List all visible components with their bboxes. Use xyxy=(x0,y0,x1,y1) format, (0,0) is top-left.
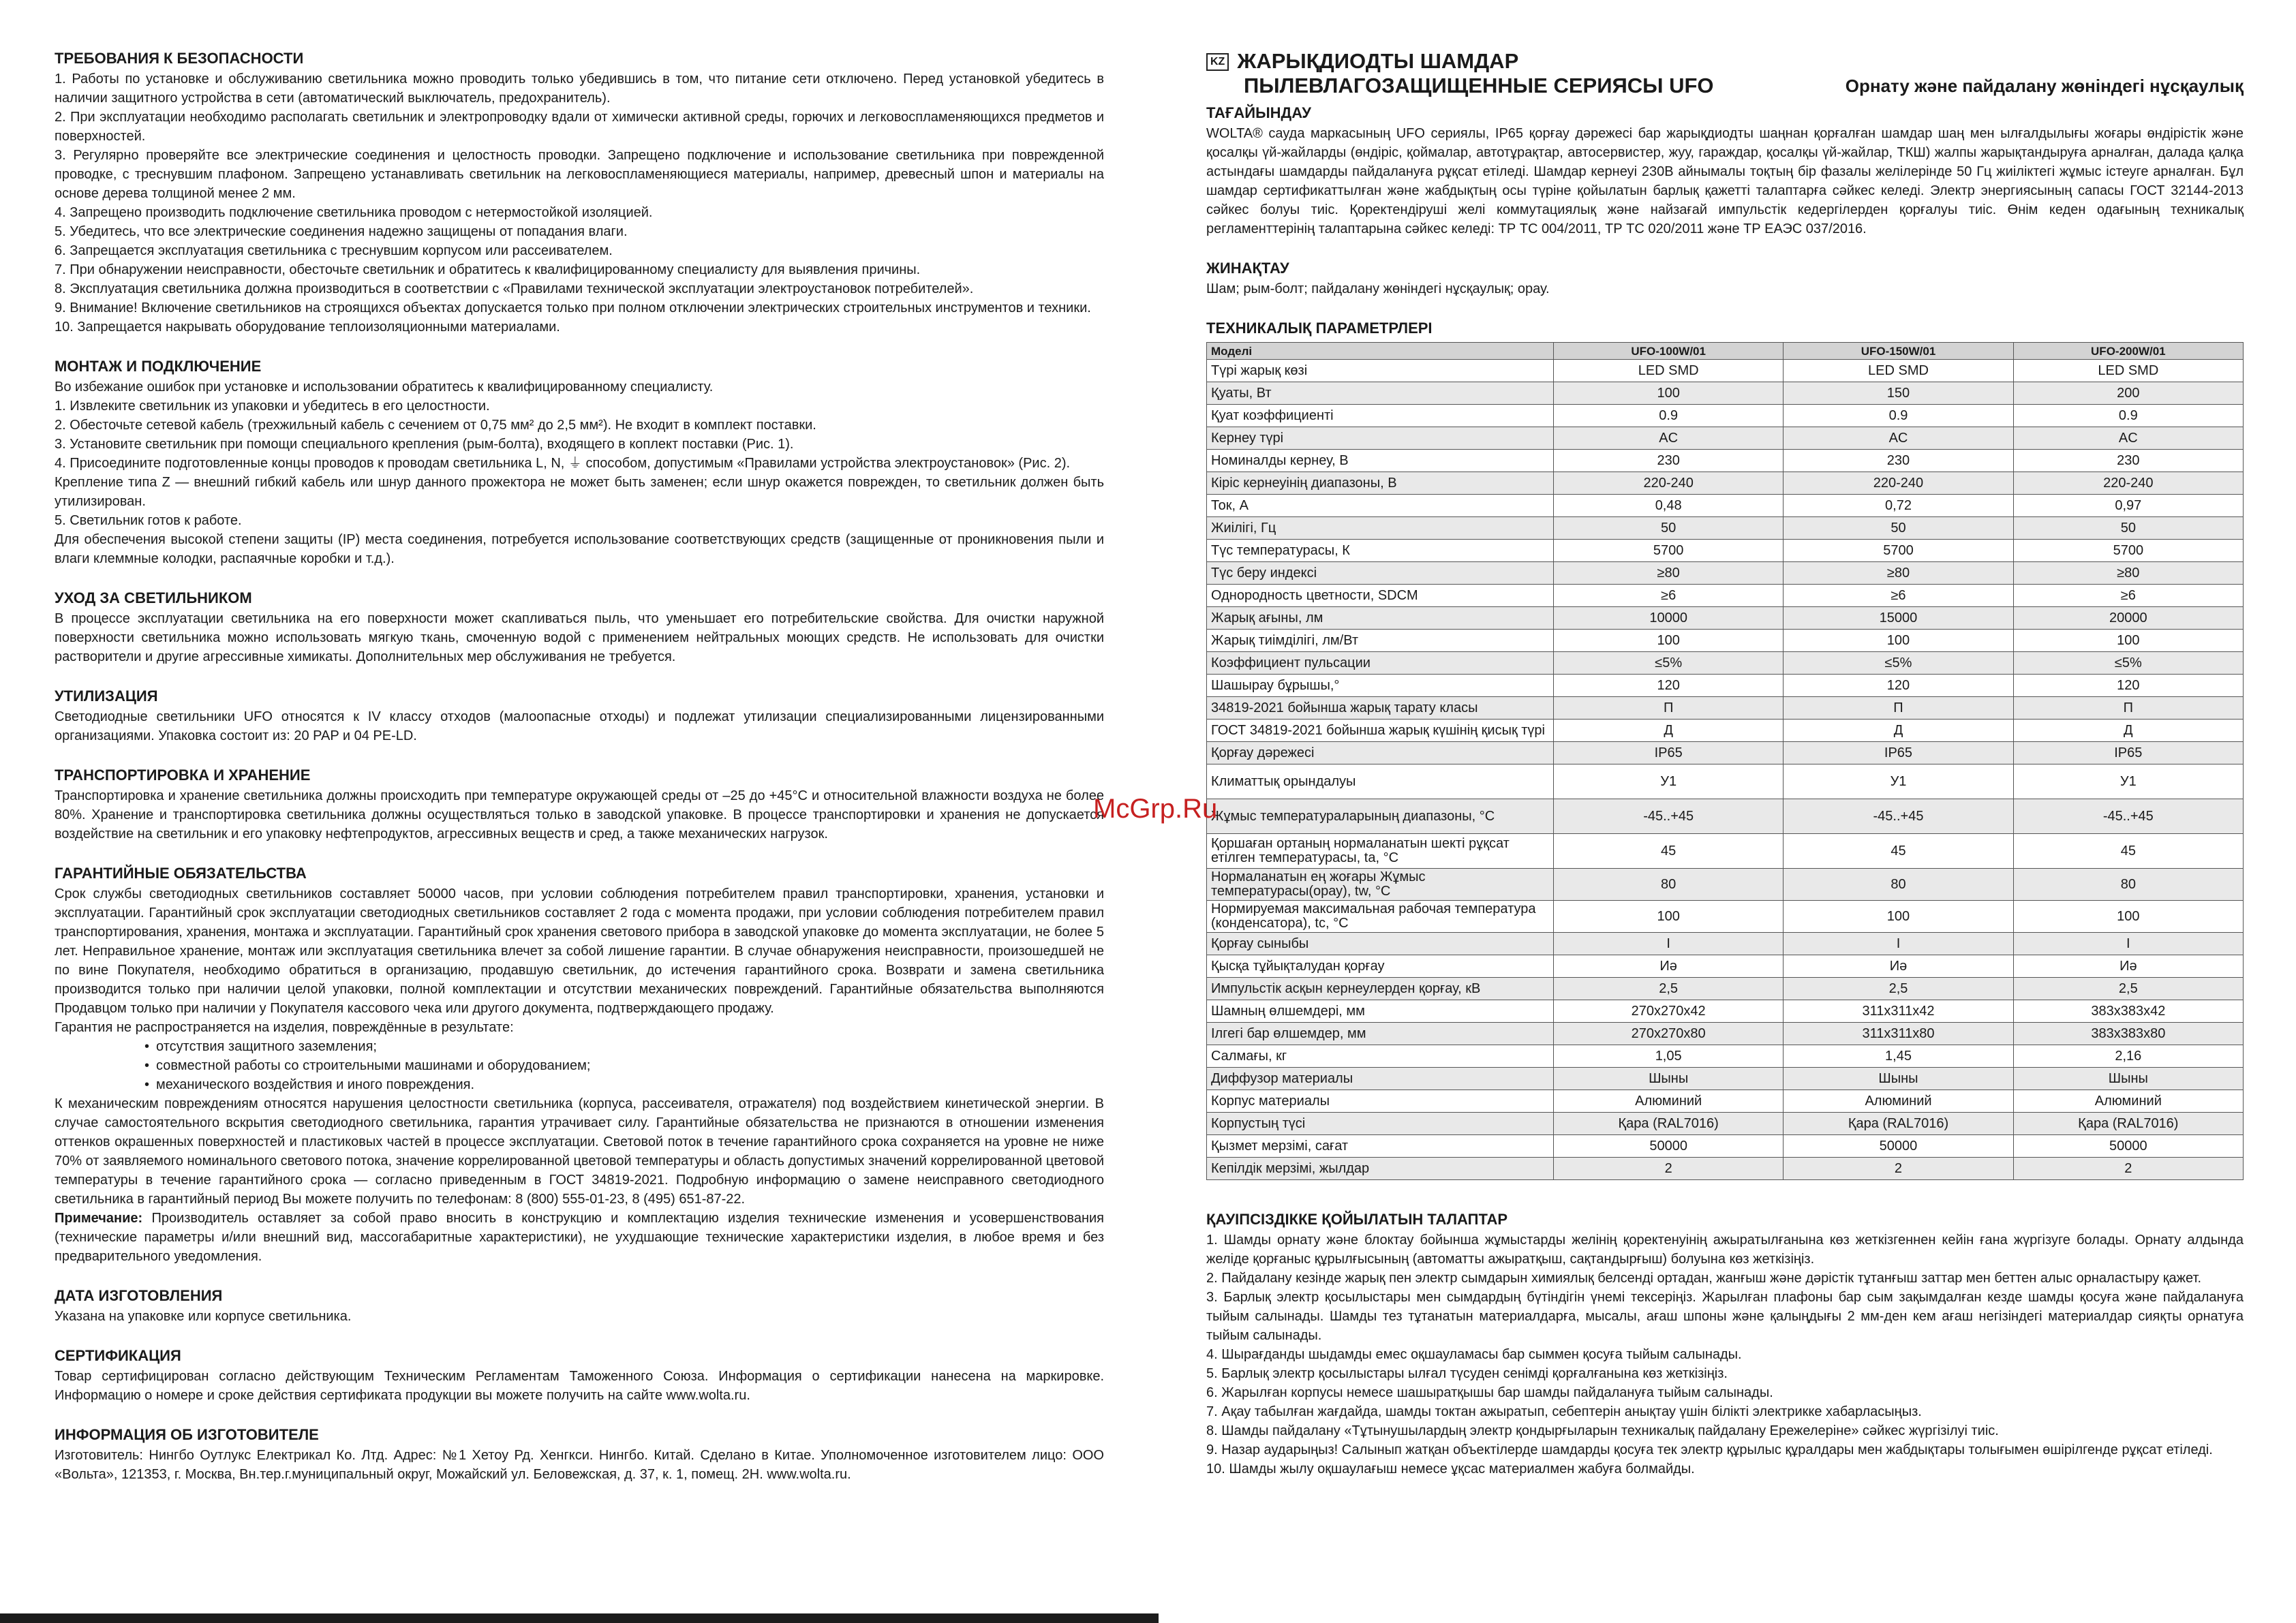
kz-purpose-section xyxy=(1206,104,2244,238)
param-value-cell: I xyxy=(1784,933,2013,955)
note-text: Производитель оставляет за собой право вносить в конструкцию и комплектацию изделия технические изменения и усовершенствования (технические параметры и/или внешний вид, массогабаритные характеристики), не ухудшающие технические характеристики изделия, в любое время и без предварительного уведомления. xyxy=(55,1211,1104,1264)
param-value-cell: 100 xyxy=(1784,630,2013,652)
param-value-cell: 45 xyxy=(1554,834,1784,869)
table-row xyxy=(1207,1158,2244,1180)
param-value-cell: Қара (RAL7016) xyxy=(2013,1113,2243,1135)
param-name-cell: Шамның өлшемдері, мм xyxy=(1207,1000,1554,1023)
param-value-cell: Қара (RAL7016) xyxy=(1784,1113,2013,1135)
param-value-cell: 80 xyxy=(1784,869,2013,901)
param-value-cell: 100 xyxy=(1554,901,1784,933)
param-value-cell: 0,97 xyxy=(2013,495,2243,517)
watermark: McGrp.Ru xyxy=(1093,794,1218,824)
table-row xyxy=(1207,450,2244,472)
table-row xyxy=(1207,933,2244,955)
param-value-cell: 383х383х80 xyxy=(2013,1023,2243,1045)
param-value-cell: 2 xyxy=(2013,1158,2243,1180)
param-value-cell: 0.9 xyxy=(1554,405,1784,427)
param-value-cell: 2,5 xyxy=(1554,978,1784,1000)
param-value-cell: 230 xyxy=(1784,450,2013,472)
param-name-cell: Жарық тиімділігі, лм/Вт xyxy=(1207,630,1554,652)
paragraph: 1. Извлеките светильник из упаковки и убедитесь в его целостности. xyxy=(55,399,490,414)
param-value-cell: 0,72 xyxy=(1784,495,2013,517)
param-name-cell: Қоршаған ортаның нормаланатын шекті рұқсат етілген температурасы, ta, °С xyxy=(1207,834,1554,869)
section-heading: ТРЕБОВАНИЯ К БЕЗОПАСНОСТИ xyxy=(55,50,304,67)
paragraph: Указана на упаковке или корпусе светильника. xyxy=(55,1309,352,1324)
param-value-cell: 220-240 xyxy=(2013,472,2243,495)
kazakh-column xyxy=(1206,49,2244,1499)
param-value-cell: 15000 xyxy=(1784,607,2013,630)
ru-warranty-details: К механическим повреждениям относятся нарушения целостности светильника (корпуса, рассеивателя, отражателя) под воздействием кинетической энергии. В случае самостоятельного вскрытия светодиодного светильника, гарантия утрачивает силу. Гарантийные обязательства не признаются в отношении изменения оттенков окрашенных поверхностей и пластиковых частей в процессе эксплуатации. Световой поток в течение гарантийного срока сохраняется на уровне не ниже 70% от заявляемого номинального светового потока, значение коррелированной цветовой температуры и область допустимых значений коррелированной цветовой температуры в течение гарантийного срока — согласно приведенным в ГОСТ 34819-2021. Подробную информацию о замене неисправного светодиодного светильника в гарантийный период Вы можете получить по телефонам: 8 (800) 555-01-23, 8 (495) 651-87-22. xyxy=(55,1096,1104,1207)
paragraph: Товар сертифицирован согласно действующим Техническим Регламентам Таможенного Союза. Информация о сертификации нанесена на маркировке. Информацию о номере и сроке действия сертификата продукции вы можете получить на сайте www.wolta.ru. xyxy=(55,1369,1104,1403)
param-value-cell: 100 xyxy=(1784,901,2013,933)
param-value-cell: I xyxy=(2013,933,2243,955)
table-row xyxy=(1207,517,2244,540)
param-value-cell: Алюминий xyxy=(2013,1090,2243,1113)
paragraph: 3. Установите светильник при помощи специального крепления (рым-болта), входящего в коплект поставки (Рис. 1). xyxy=(55,437,794,452)
list-item: • механического воздействия и иного повреждения. xyxy=(144,1075,1104,1094)
param-value-cell: 50000 xyxy=(2013,1135,2243,1158)
param-value-cell: AC xyxy=(1554,427,1784,450)
table-row xyxy=(1207,472,2244,495)
param-value-cell: 311х311х80 xyxy=(1784,1023,2013,1045)
param-value-cell: 120 xyxy=(1784,675,2013,697)
param-value-cell: 0.9 xyxy=(1784,405,2013,427)
param-value-cell: 230 xyxy=(1554,450,1784,472)
list-item: 7. Ақау табылған жағдайда, шамды токтан ажыратып, себептерін анықтау үшін білікті электрикке хабарласыңыз. xyxy=(1206,1404,1922,1419)
ru-warranty-exclusions: Гарантия не распространяется на изделия, повреждённые в результате: xyxy=(55,1020,514,1035)
ru-warranty-text: Срок службы светодиодных светильников составляет 50000 часов, при условии соблюдения потребителем правил транспортировки, хранения, установки и эксплуатации. Гарантийный срок эксплуатации светодиодных светильников составляет 2 года с момента продажи, при условии соблюдения потребителем правил транспортирования, хранения, монтажа и эксплуатации. Гарантийный срок хранения светового прибора в заводской упаковке до момента эксплуатации, не более 5 лет. Неправильное хранение, монтаж или эксплуатация светильника влечет за собой лишение гарантии. В случае обнаружения неисправности, произошедшей не по вине Покупателя, необходимо обратиться в организацию, продавшую светильник, до истечения гарантийного срока. Возврати и замена светильника производится только при наличии целой упаковки, полной комплектации и отсутствии механических повреждений. Гарантийные обязательства выполняются Продавцом только при наличии у Покупателя кассового чека или другого документа, подтверждающего продажу. xyxy=(55,886,1104,1016)
param-value-cell: 150 xyxy=(1784,382,2013,405)
paragraph: 5. Убедитесь, что все электрические соединения надежно защищены от попадания влаги. xyxy=(55,224,628,239)
russian-column xyxy=(55,49,1104,1504)
ru-tail-sections xyxy=(55,1286,1104,1484)
paragraph: Для обеспечения высокой степени защиты (IP) места соединения, потребуется использование соответствующих средств (защищенные от проникновения пыли и влаги клеммные колодки, распаячные коробки и т.д.). xyxy=(55,532,1104,566)
ru-warranty-heading: ГАРАНТИЙНЫЕ ОБЯЗАТЕЛЬСТВА xyxy=(55,865,307,882)
list-item: 3. Барлық электр қосылыстары мен сымдардың бүтіндігін үнемі тексеріңіз. Жарылған плафоны бар сым зақымдалған кезде шамды қосуға және пайдалануға тыйым салынады. Шамды тез тұтанатын материалдарға, мысалы, ағаш шпоны және қалыңдығы 2 мм-ден кем ағаш негізіндегі материалдар сияқты орнатуға тыйым салынады. xyxy=(1206,1290,2244,1343)
kz-kit-section xyxy=(1206,259,2244,298)
column-header: UFO-200W/01 xyxy=(2013,343,2243,360)
table-row xyxy=(1207,405,2244,427)
param-value-cell: 2 xyxy=(1554,1158,1784,1180)
param-value-cell: ≥6 xyxy=(2013,585,2243,607)
param-value-cell: 5700 xyxy=(1784,540,2013,562)
paragraph: Крепление типа Z — внешний гибкий кабель или шнур данного прожектора не может быть заменен; если шнур окажется поврежден, то светильник должен быть утилизирован. xyxy=(55,475,1104,509)
param-value-cell: 120 xyxy=(2013,675,2243,697)
table-row xyxy=(1207,1023,2244,1045)
param-value-cell: IP65 xyxy=(2013,742,2243,764)
param-value-cell: 50000 xyxy=(1554,1135,1784,1158)
table-row xyxy=(1207,607,2244,630)
param-value-cell: 2 xyxy=(1784,1158,2013,1180)
paragraph: 7. При обнаружении неисправности, обесточьте светильник и обратитесь к квалифицированному специалисту для выявления причины. xyxy=(55,262,921,277)
param-name-cell: 34819-2021 бойынша жарық тарату класы xyxy=(1207,697,1554,720)
param-value-cell: 100 xyxy=(1554,630,1784,652)
param-value-cell: П xyxy=(2013,697,2243,720)
kz-safety-heading: ҚАУІПСІЗДІККЕ ҚОЙЫЛАТЫН ТАЛАПТАР xyxy=(1206,1211,1508,1228)
param-value-cell: 220-240 xyxy=(1784,472,2013,495)
table-row xyxy=(1207,630,2244,652)
bottom-edge-bar xyxy=(0,1613,1159,1623)
param-value-cell: Д xyxy=(1554,720,1784,742)
section-heading: ИНФОРМАЦИЯ ОБ ИЗГОТОВИТЕЛЕ xyxy=(55,1426,319,1443)
section-heading: ДАТА ИЗГОТОВЛЕНИЯ xyxy=(55,1287,223,1304)
param-value-cell: 100 xyxy=(1554,382,1784,405)
ru-section xyxy=(55,357,1104,568)
table-row xyxy=(1207,540,2244,562)
param-value-cell: 50 xyxy=(1784,517,2013,540)
section-heading: ТРАНСПОРТИРОВКА И ХРАНЕНИЕ xyxy=(55,767,311,784)
ru-sections xyxy=(55,49,1104,844)
table-row xyxy=(1207,1000,2244,1023)
paragraph: Во избежание ошибок при установке и использовании обратитесь к квалифицированному специалисту. xyxy=(55,380,714,395)
table-row xyxy=(1207,1113,2244,1135)
list-item: 5. Барлық электр қосылыстары ылғал түсуден сенімді қорғалғанына көз жеткізіңіз. xyxy=(1206,1366,1728,1381)
ru-section xyxy=(55,766,1104,844)
list-item: 2. Пайдалану кезінде жарық пен электр сымдарын химиялық белсенді ортадан, жанғыш және дәрістік тұтанғыш заттар мен беттен алыс орналастыру қажет. xyxy=(1206,1271,2202,1286)
param-value-cell: Шыны xyxy=(1784,1068,2013,1090)
list-item: 4. Шырағданды шыдамды емес оқшауламасы бар сыммен қосуға тыйым салынады. xyxy=(1206,1347,1742,1362)
ru-section xyxy=(55,589,1104,666)
doc-title-line1: ЖАРЫҚДИОДТЫ ШАМДАР xyxy=(1237,49,1519,73)
ru-warranty-note xyxy=(55,1209,1104,1266)
param-value-cell: 45 xyxy=(2013,834,2243,869)
param-value-cell: У1 xyxy=(1784,764,2013,799)
kz-kit-text: Шам; рым-болт; пайдалану жөніндегі нұсқаулық; орау. xyxy=(1206,281,1550,296)
param-value-cell: Шыны xyxy=(2013,1068,2243,1090)
paragraph: 10. Запрещается накрывать оборудование теплоизоляционными материалами. xyxy=(55,320,560,335)
list-item: 6. Жарылған корпусы немесе шашыратқышы бар шамды пайдалануға тыйым салынады. xyxy=(1206,1385,1773,1400)
param-value-cell: Д xyxy=(1784,720,2013,742)
kz-safety-section xyxy=(1206,1210,2244,1479)
param-value-cell: LED SMD xyxy=(2013,360,2243,382)
param-value-cell: 383х383х42 xyxy=(2013,1000,2243,1023)
paragraph: 1. Работы по установке и обслуживанию светильника можно проводить только убедившись в том, что питание сети отключено. Перед установкой убедитесь в наличии защитного устройства в сети (автоматический выключатель, предохранитель). xyxy=(55,72,1104,106)
doc-subtitle: Орнату және пайдалану жөніндегі нұсқаулық xyxy=(1845,76,2244,96)
param-value-cell: AC xyxy=(2013,427,2243,450)
note-label: Примечание: xyxy=(55,1211,143,1226)
section-heading: МОНТАЖ И ПОДКЛЮЧЕНИЕ xyxy=(55,358,262,375)
ru-section xyxy=(55,1286,1104,1326)
param-value-cell: ≥6 xyxy=(1784,585,2013,607)
param-name-cell: Қысқа тұйықталудан қорғау xyxy=(1207,955,1554,978)
param-name-cell: Импульстік асқын кернеулерден қорғау, кВ xyxy=(1207,978,1554,1000)
table-row xyxy=(1207,764,2244,799)
param-value-cell: LED SMD xyxy=(1554,360,1784,382)
param-value-cell: Алюминий xyxy=(1784,1090,2013,1113)
paragraph: Транспортировка и хранение светильника должны происходить при температуре окружающей среды от –25 до +45°С и относительной влажности воздуха не более 80%. Хранение и транспортировка светильника должны осуществляться только в заводской упаковке. В процессе транспортировки и хранения не допускается воздействие на светильник и его упаковку нефтепродуктов, агрессивных веществ и сред, а также механических нагрузок. xyxy=(55,788,1104,841)
param-value-cell: 270х270х80 xyxy=(1554,1023,1784,1045)
list-item: 8. Шамды пайдалану «Тұтынушылардың электр қондырғыларын техникалық пайдалану Ережелеріне» сәйкес жүргізілуі тиіс. xyxy=(1206,1423,1999,1438)
table-row xyxy=(1207,360,2244,382)
param-value-cell: I xyxy=(1554,933,1784,955)
kz-purpose-text: WOLTA® сауда маркасының UFO сериялы, IP65 қорғау дәрежесі бар жарықдиодты шаңнан қорғалған шамдар шаң мен ылғалдылығы жоғары өндірістік және қосалқы үй-жайларды (өндіріс, қоймалар, автотұрақтар, автосервистер, жуу, гараждар, қосалқы үй-жайлар, ТКШ) жалпы жарықтандыруға арналған, далада қалқа астындағы шамдарды пайдалануға рұқсат етіледі. Шамдар кернеуі 230В айнымалы тоқтың бір фазалы желілерінде 50 Гц жиіліктегі жұмыс істеуге арналған. Бұл шамдар сертификаттылған және жабдықтың осы түріне қойылатын барлық қажетті талаптарға сәйкес келеді. Электр энергиясының сапасы ГОСТ 32144-2013 сәйкес болуы тиіс. Қоректендіруші желі коммутациялық және найзағай импульстік кедергілерден қорғалуы тиіс. Өнім кеден одағының техникалық регламенттерінің талаптарына сәйкес келеді: ТР ТС 004/2011, ТР ТС 020/2011 және ТР ЕАЭС 037/2016. xyxy=(1206,126,2244,236)
param-value-cell: П xyxy=(1554,697,1784,720)
paragraph: 9. Внимание! Включение светильников на строящихся объектах допускается только при полном отключении электрических строительных инструментов и техники. xyxy=(55,300,1091,315)
param-name-cell: Ілгегі бар өлшемдер, мм xyxy=(1207,1023,1554,1045)
param-value-cell: 2,16 xyxy=(2013,1045,2243,1068)
section-heading: УХОД ЗА СВЕТИЛЬНИКОМ xyxy=(55,589,252,606)
table-row xyxy=(1207,495,2244,517)
param-value-cell: Шыны xyxy=(1554,1068,1784,1090)
param-name-cell: Жұмыс температураларының диапазоны, °С xyxy=(1207,799,1554,834)
param-name-cell: Кепілдік мерзімі, жылдар xyxy=(1207,1158,1554,1180)
param-value-cell: 20000 xyxy=(2013,607,2243,630)
ru-section xyxy=(55,1346,1104,1405)
param-value-cell: ≤5% xyxy=(2013,652,2243,675)
table-row xyxy=(1207,901,2244,933)
column-header: Моделі xyxy=(1207,343,1554,360)
paragraph: 5. Светильник готов к работе. xyxy=(55,513,242,528)
param-name-cell: Нормаланатын ең жоғары Жұмыс температурасы(орау), tw, °С xyxy=(1207,869,1554,901)
param-name-cell: Климаттық орындалуы xyxy=(1207,764,1554,799)
ru-warranty-bullets xyxy=(55,1037,1104,1094)
table-row xyxy=(1207,382,2244,405)
kz-purpose-heading: ТАҒАЙЫНДАУ xyxy=(1206,104,1311,121)
param-name-cell: Шашырау бұрышы,° xyxy=(1207,675,1554,697)
table-row xyxy=(1207,697,2244,720)
kz-kit-heading: ЖИНАҚТАУ xyxy=(1206,260,1289,277)
param-value-cell: 80 xyxy=(1554,869,1784,901)
param-value-cell: IP65 xyxy=(1784,742,2013,764)
param-value-cell: 50 xyxy=(1554,517,1784,540)
param-value-cell: 230 xyxy=(2013,450,2243,472)
param-name-cell: Ток, А xyxy=(1207,495,1554,517)
table-row xyxy=(1207,799,2244,834)
table-row xyxy=(1207,562,2244,585)
kz-title-block xyxy=(1206,49,1714,98)
param-value-cell: 270х270х42 xyxy=(1554,1000,1784,1023)
param-value-cell: 2,5 xyxy=(1784,978,2013,1000)
column-header: UFO-150W/01 xyxy=(1784,343,2013,360)
param-value-cell: 100 xyxy=(2013,630,2243,652)
param-value-cell: ≥6 xyxy=(1554,585,1784,607)
param-value-cell: ≤5% xyxy=(1554,652,1784,675)
table-row xyxy=(1207,675,2244,697)
param-value-cell: 10000 xyxy=(1554,607,1784,630)
table-row xyxy=(1207,1045,2244,1068)
param-name-cell: Нормируемая максимальная рабочая температура (конденсатора), tc, °С xyxy=(1207,901,1554,933)
table-row xyxy=(1207,585,2244,607)
paragraph: В процессе эксплуатации светильника на его поверхности может скапливаться пыль, что уменьшает его потребительские свойства. Для очистки наружной поверхности светильника можно использовать мягкую ткань, смоченную водой с применением нейтральных моющих средств. Не использовать для очистки растворители и другие агрессивные химикаты. Дополнительных мер обслуживания не требуется. xyxy=(55,611,1104,664)
param-name-cell: Кернеу түрі xyxy=(1207,427,1554,450)
table-row xyxy=(1207,742,2244,764)
param-value-cell: 50000 xyxy=(1784,1135,2013,1158)
param-name-cell: Қорғау дәрежесі xyxy=(1207,742,1554,764)
param-value-cell: 2,5 xyxy=(2013,978,2243,1000)
param-value-cell: 50 xyxy=(2013,517,2243,540)
param-value-cell: У1 xyxy=(2013,764,2243,799)
list-item: 9. Назар аударыңыз! Салынып жатқан объектілерде шамдарды қосуға тек электр құрылыс құралдары мен жабдықтары толығымен өшірілгенде рұқсат етіледі. xyxy=(1206,1442,2213,1457)
paragraph: 2. Обесточьте сетевой кабель (трехжильный кабель с сечением от 0,75 мм² до 2,5 мм²). Не входит в комплект поставки. xyxy=(55,418,816,433)
table-row xyxy=(1207,652,2244,675)
table-row xyxy=(1207,869,2244,901)
paragraph: 6. Запрещается эксплуатация светильника с треснувшим корпусом или рассеивателем. xyxy=(55,243,613,258)
param-name-cell: Қорғау сыныбы xyxy=(1207,933,1554,955)
param-name-cell: Түс температурасы, К xyxy=(1207,540,1554,562)
param-name-cell: Жарық ағыны, лм xyxy=(1207,607,1554,630)
param-value-cell: AC xyxy=(1784,427,2013,450)
param-name-cell: Диффузор материалы xyxy=(1207,1068,1554,1090)
param-value-cell: 220-240 xyxy=(1554,472,1784,495)
param-value-cell: 100 xyxy=(2013,901,2243,933)
param-value-cell: Қара (RAL7016) xyxy=(1554,1113,1784,1135)
param-value-cell: 5700 xyxy=(2013,540,2243,562)
section-heading: УТИЛИЗАЦИЯ xyxy=(55,687,158,705)
param-value-cell: 1,05 xyxy=(1554,1045,1784,1068)
param-value-cell: IP65 xyxy=(1554,742,1784,764)
param-value-cell: Д xyxy=(2013,720,2243,742)
table-row xyxy=(1207,1135,2244,1158)
ru-warranty-section xyxy=(55,864,1104,1266)
param-value-cell: У1 xyxy=(1554,764,1784,799)
paragraph: 4. Запрещено производить подключение светильника проводом с нетермостойкой изоляцией. xyxy=(55,205,653,220)
param-name-cell: Салмағы, кг xyxy=(1207,1045,1554,1068)
param-value-cell: ≥80 xyxy=(1784,562,2013,585)
ru-section xyxy=(55,687,1104,745)
param-name-cell: Корпустың түсі xyxy=(1207,1113,1554,1135)
table-row xyxy=(1207,1090,2244,1113)
table-row xyxy=(1207,720,2244,742)
param-name-cell: Қызмет мерзімі, сағат xyxy=(1207,1135,1554,1158)
param-value-cell: 0,48 xyxy=(1554,495,1784,517)
param-value-cell: 1,45 xyxy=(1784,1045,2013,1068)
table-row xyxy=(1207,427,2244,450)
param-value-cell: 5700 xyxy=(1554,540,1784,562)
paragraph: 4. Присоедините подготовленные концы проводов к проводам светильника L, N, ⏚ способом, допустимым «Правилами устройства электроустановок» (Рис. 2). xyxy=(55,456,1071,471)
paragraph: 2. При эксплуатации необходимо располагать светильник и электропроводку вдали от химически активной среды, горючих и легковоспламеняющихся предметов и поверхностей. xyxy=(55,110,1104,144)
param-name-cell: Түрі жарық көзі xyxy=(1207,360,1554,382)
param-name-cell: Қуат коэффициенті xyxy=(1207,405,1554,427)
param-value-cell: ≤5% xyxy=(1784,652,2013,675)
table-row xyxy=(1207,955,2244,978)
param-value-cell: -45..+45 xyxy=(2013,799,2243,834)
param-name-cell: Жиілігі, Гц xyxy=(1207,517,1554,540)
param-value-cell: 0.9 xyxy=(2013,405,2243,427)
param-name-cell: Түс беру индексі xyxy=(1207,562,1554,585)
list-item: • совместной работы со строительными машинами и оборудованием; xyxy=(144,1056,1104,1075)
param-name-cell: Қуаты, Вт xyxy=(1207,382,1554,405)
param-value-cell: 120 xyxy=(1554,675,1784,697)
kz-specs-section xyxy=(1206,319,2244,1180)
table-row xyxy=(1207,1068,2244,1090)
doc-title-line2: ПЫЛЕВЛАГОЗАЩИЩЕННЫЕ СЕРИЯСЫ UFO xyxy=(1244,74,1714,97)
param-value-cell: 80 xyxy=(2013,869,2243,901)
param-value-cell: 45 xyxy=(1784,834,2013,869)
param-value-cell: Алюминий xyxy=(1554,1090,1784,1113)
kz-safety-list xyxy=(1206,1231,2244,1479)
table-header-row xyxy=(1207,343,2244,360)
language-badge: KZ xyxy=(1206,53,1229,71)
param-value-cell: Иә xyxy=(1554,955,1784,978)
param-value-cell: Иә xyxy=(2013,955,2243,978)
param-value-cell: -45..+45 xyxy=(1554,799,1784,834)
param-value-cell: П xyxy=(1784,697,2013,720)
table-row xyxy=(1207,978,2244,1000)
ru-section xyxy=(55,49,1104,337)
paragraph: 8. Эксплуатация светильника должна производиться в соответствии с «Правилами технической эксплуатации электроустановок потребителей». xyxy=(55,281,974,296)
param-value-cell: ≥80 xyxy=(1554,562,1784,585)
param-name-cell: Однородность цветности, SDCM xyxy=(1207,585,1554,607)
kz-specs-heading: ТЕХНИКАЛЫҚ ПАРАМЕТРЛЕРІ xyxy=(1206,320,1433,337)
list-item: • отсутствия защитного заземления; xyxy=(144,1037,1104,1056)
param-value-cell: 200 xyxy=(2013,382,2243,405)
ru-section xyxy=(55,1425,1104,1484)
param-value-cell: LED SMD xyxy=(1784,360,2013,382)
kz-header xyxy=(1206,49,2244,98)
paragraph: Светодиодные светильники UFO относятся к IV классу отходов (малоопасные отходы) и подлежат утилизации специализированными лицензированными организациями. Упаковка состоит из: 20 PAP и 04 PE-LD. xyxy=(55,709,1104,743)
paragraph: 3. Регулярно проверяйте все электрические соединения и целостность проводки. Запрещено подключение и использование светильника при поврежденной проводке, с треснувшим плафоном. Запрещено устанавливать светильник на легковоспламеняющиеся материалы, например, древесный шпон и материалы на основе дерева толщиной менее 2 мм. xyxy=(55,148,1104,201)
table-row xyxy=(1207,834,2244,869)
spec-table xyxy=(1206,342,2244,1180)
param-name-cell: Номиналды кернеу, В xyxy=(1207,450,1554,472)
param-name-cell: Кіріс кернеуінің диапазоны, В xyxy=(1207,472,1554,495)
list-item: 10. Шамды жылу оқшаулағыш немесе ұқсас материалмен жабуға болмайды. xyxy=(1206,1462,1695,1477)
param-name-cell: ГОСТ 34819-2021 бойынша жарық күшінің қисық түрі xyxy=(1207,720,1554,742)
param-value-cell: ≥80 xyxy=(2013,562,2243,585)
param-value-cell: -45..+45 xyxy=(1784,799,2013,834)
param-name-cell: Корпус материалы xyxy=(1207,1090,1554,1113)
param-value-cell: Иә xyxy=(1784,955,2013,978)
param-name-cell: Коэффициент пульсации xyxy=(1207,652,1554,675)
param-value-cell: 311х311х42 xyxy=(1784,1000,2013,1023)
section-heading: СЕРТИФИКАЦИЯ xyxy=(55,1347,181,1364)
list-item: 1. Шамды орнату және блоктау бойынша жұмыстарды желінің қоректенуінің ажыратылғанына көз жеткізгеннен кейін ғана жүргізуге болады. Орнату алдында желіде қорғаныс құрылғысының (автоматты ажыратқыш, сақтандырғыш) болуына көз жеткізіңіз. xyxy=(1206,1233,2244,1267)
column-header: UFO-100W/01 xyxy=(1554,343,1784,360)
paragraph: Изготовитель: Нингбо Оутлукс Електрикал Ко. Лтд. Адрес: №1 Хетоу Рд. Хенгкси. Нингбо. Китай. Сделано в Китае. Уполномоченное изготовителем лицо: ООО «Вольта», 121353, г. Москва, Вн.тер.г.муниципальный округ, Можайский ул. Беловежская, д. 37, к. 1, помещ. 2Н. www.wolta.ru. xyxy=(55,1448,1104,1482)
